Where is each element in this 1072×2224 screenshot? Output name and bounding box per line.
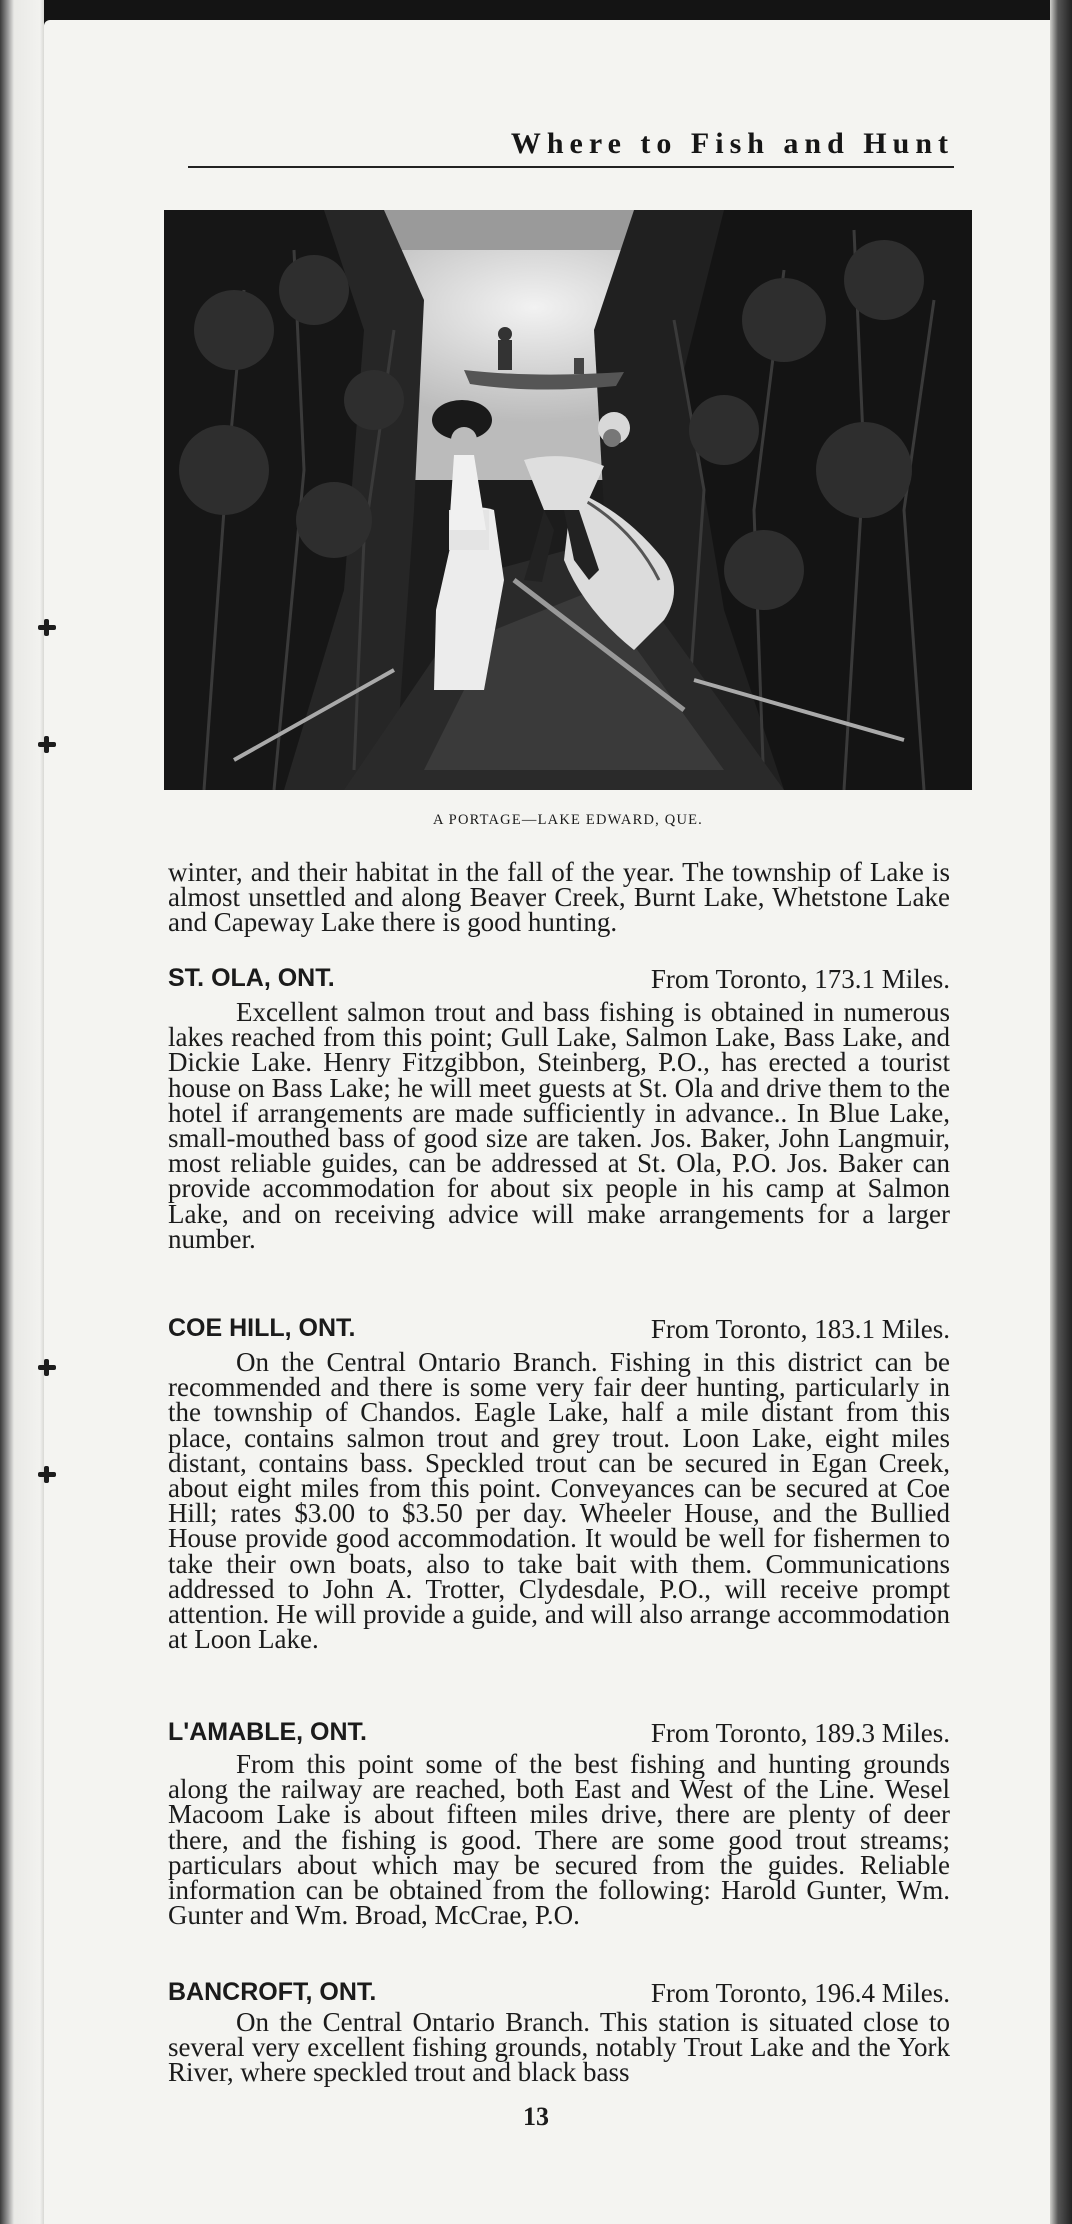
distance-from-toronto: From Toronto, 173.1 Miles. [650,964,950,994]
binding-stitch-mark [38,1472,56,1477]
binding-stitch-mark [38,742,56,747]
place-name: BANCROFT, ONT. [168,1978,377,2006]
distance-from-toronto: From Toronto, 189.3 Miles. [650,1718,950,1748]
place-name: L'AMABLE, ONT. [168,1718,367,1746]
binding-gutter [0,0,44,2224]
entry-body-coe-hill [168,1347,950,1655]
running-head: Where to Fish and Hunt [188,122,954,168]
entry-heading-coe-hill [168,1314,950,1346]
entry-text: On the Central Ontario Branch. This station is situated close to several very excellent fishing grounds, notably Trout Lake and the York River, where speckled trout and black bass [168,2007,950,2088]
entry-heading-lamable [168,1718,950,1750]
entry-heading-bancroft [168,1978,950,2010]
continued-text: winter, and their habitat in the fall of the year. The township of Lake is almost unsettled and along Beaver Creek, Burnt Lake, Whetstone Lake and Capeway Lake there is good hunting. [168,857,950,938]
binding-stitch-mark [38,625,56,630]
entry-heading-st-ola [168,964,950,996]
entry-body-st-ola [168,997,950,1254]
page-number: 13 [523,2102,549,2131]
binding-stitch-mark [38,1365,56,1370]
entry-text: From this point some of the best fishing and hunting grounds along the railway are reached, both East and West of the Line. Wesel Macoom Lake is about fifteen miles drive, there are plenty of deer there, and the fishing is good. There are some good trout streams; particulars about which may be secured from the guides. Reliable information can be obtained from the following: Harold Gunter, Wm. Gunter and Wm. Broad, McCrae, P.O. [168,1749,950,1931]
portage-photograph [164,210,972,790]
place-name: COE HILL, ONT. [168,1314,356,1342]
continued-paragraph [168,857,950,938]
distance-from-toronto: From Toronto, 196.4 Miles. [650,1978,950,2008]
entry-body-bancroft [168,2007,950,2088]
entry-body-lamable [168,1749,950,1931]
scan-right-edge [1050,0,1072,2224]
place-name: ST. OLA, ONT. [168,964,335,992]
photo-caption: A PORTAGE—LAKE EDWARD, QUE. [432,812,703,828]
distance-from-toronto: From Toronto, 183.1 Miles. [650,1314,950,1344]
portage-photo-illustration [164,210,972,790]
entry-text: Excellent salmon trout and bass fishing is obtained in numerous lakes reached from this point; Gull Lake, Salmon Lake, Bass Lake, and Dickie Lake. Henry Fitzgibbon, Steinberg, P.O., has erected a tourist house on Bass Lake; he will meet guests at St. Ola and drive them to the hotel if arrangements are made sufficiently in advance.. In Blue Lake, small-mouthed bass of good size are taken. Jos. Baker, John Langmuir, most reliable guides, can be addressed at St. Ola, P.O. Jos. Baker can provide accommodation for about six people in his camp at Salmon Lake, and on receiving advice will make arrangements for a larger number. [168,997,950,1254]
entry-text: On the Central Ontario Branch. Fishing in this district can be recommended and there is some very fair deer hunting, particularly in the township of Chandos. Eagle Lake, half a mile distant from this place, contains salmon trout and grey trout. Loon Lake, eight miles distant, contains bass. Speckled trout can be secured in Egan Creek, about eight miles from this point. Conveyances can be secured at Coe Hill; rates $3.00 to $3.50 per day. Wheeler House, and the Bullied House provide good accommodation. It would be well for fishermen to take their own boats, also to take bait with them. Communications addressed to John A. Trotter, Clydesdale, P.O., will receive prompt attention. He will provide a guide, and will also arrange accommodation at Loon Lake. [168,1347,950,1655]
